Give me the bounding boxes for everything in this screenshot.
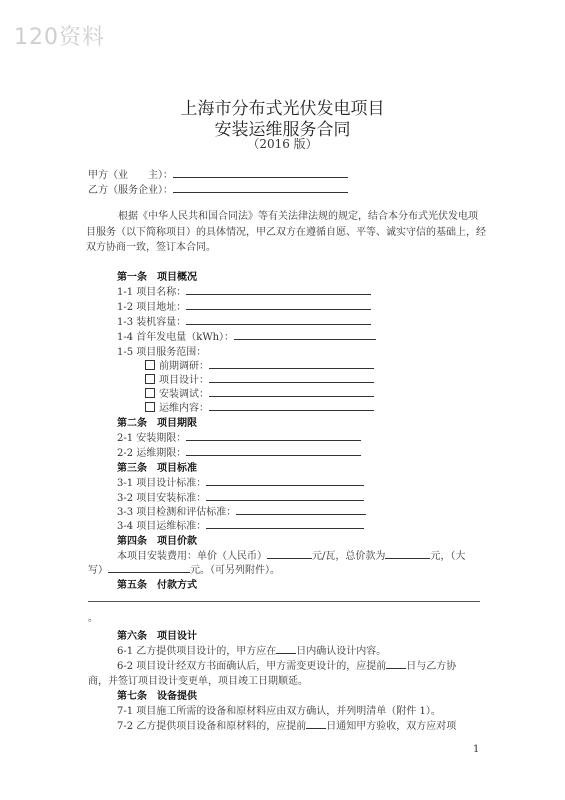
item-1-3: 1-3 装机容量：: [117, 313, 371, 328]
party-b-row: [88, 181, 348, 196]
scope-checkbox-2[interactable]: 项目设计：: [145, 371, 374, 386]
article-2-heading: 第二条 项目期限: [117, 418, 197, 429]
title-line-2: 安装运维服务合同: [214, 120, 351, 140]
clause-7-2: 7-2 乙方提供项目设备和原材料的，应提前 日通知甲方验收，双方应对项: [117, 717, 456, 732]
checkbox-icon: [145, 402, 155, 412]
price-line-2: 写） 元。（可另列附件）。: [88, 561, 280, 576]
checkbox-icon: [145, 374, 155, 384]
item-3-3: 3-3 项目检测和评估标准：: [117, 503, 366, 518]
item-3-4: 3-4 项目运维标准：: [117, 517, 364, 532]
article-7-heading: 第七条 设备提供: [117, 691, 197, 702]
item-1-4: 1-4 首年发电量（kWh）：: [117, 328, 376, 343]
article-5-heading: 第五条 付款方式: [117, 580, 197, 591]
item-2-2: 2-2 运维期限：: [117, 444, 361, 459]
item-3-1: 3-1 项目设计标准：: [117, 474, 364, 489]
clause-6-2-cont: 商，并签订项目设计变更单，项目竣工日期顺延。: [88, 676, 308, 687]
item-3-2: 3-2 项目安装标准：: [117, 489, 364, 504]
title-line-1: 上海市分布式光伏发电项目: [180, 99, 385, 119]
party-a-label: 甲方（业 主）：: [88, 170, 173, 181]
edition-label: （2016 版）: [247, 137, 318, 151]
page-number: 1: [473, 744, 480, 755]
article-1-heading: 第一条 项目概况: [117, 272, 197, 283]
article-3-heading: 第三条 项目标准: [117, 463, 197, 474]
intro-paragraph: 根据《中华人民共和国合同法》等有关法律法规的规定，结合本分布式光伏发电项目服务（以下简称项目）的具体情况，甲乙双方在遵循自愿、平等、诚实守信的基础上，经双方协商一致，签订本合同。: [86, 211, 486, 253]
item-2-1: 2-1 安装期限：: [117, 429, 361, 444]
item-1-2: 1-2 项目地址：: [117, 298, 371, 313]
party-b-blank: [173, 182, 348, 193]
item-1-1: 1-1 项目名称：: [117, 283, 371, 298]
payment-end-mark: 。: [88, 613, 98, 624]
article-4-heading: 第四条 项目价款: [117, 536, 197, 547]
party-a-blank: [173, 167, 348, 178]
scope-checkbox-4[interactable]: 运维内容：: [145, 399, 374, 414]
scope-checkbox-3[interactable]: 安装调试：: [145, 385, 374, 400]
watermark: 120资料: [14, 25, 105, 50]
clause-6-1: 6-1 乙方提供项目设计的，甲方应在 日内确认设计内容。: [117, 642, 386, 657]
item-1-5: 1-5 项目服务范围：: [117, 347, 207, 358]
clause-6-2: 6-2 项目设计经双方书面确认后，甲方需变更设计的，应提前 日与乙方协: [117, 657, 456, 672]
scope-checkbox-1[interactable]: 前期调研：: [145, 357, 374, 372]
article-6-heading: 第六条 项目设计: [117, 631, 197, 642]
checkbox-icon: [145, 360, 155, 370]
payment-blank-line: [88, 601, 480, 602]
party-b-label: 乙方（服务企业）：: [88, 185, 173, 196]
price-line-1: 本项目安装费用：单价（人民币） 元/瓦，总价款为 元，（大: [117, 547, 465, 562]
checkbox-icon: [145, 388, 155, 398]
party-a-row: [88, 166, 348, 181]
clause-7-1: 7-1 项目施工所需的设备和原材料应由双方确认，并列明清单（附件 1）。: [117, 706, 441, 717]
